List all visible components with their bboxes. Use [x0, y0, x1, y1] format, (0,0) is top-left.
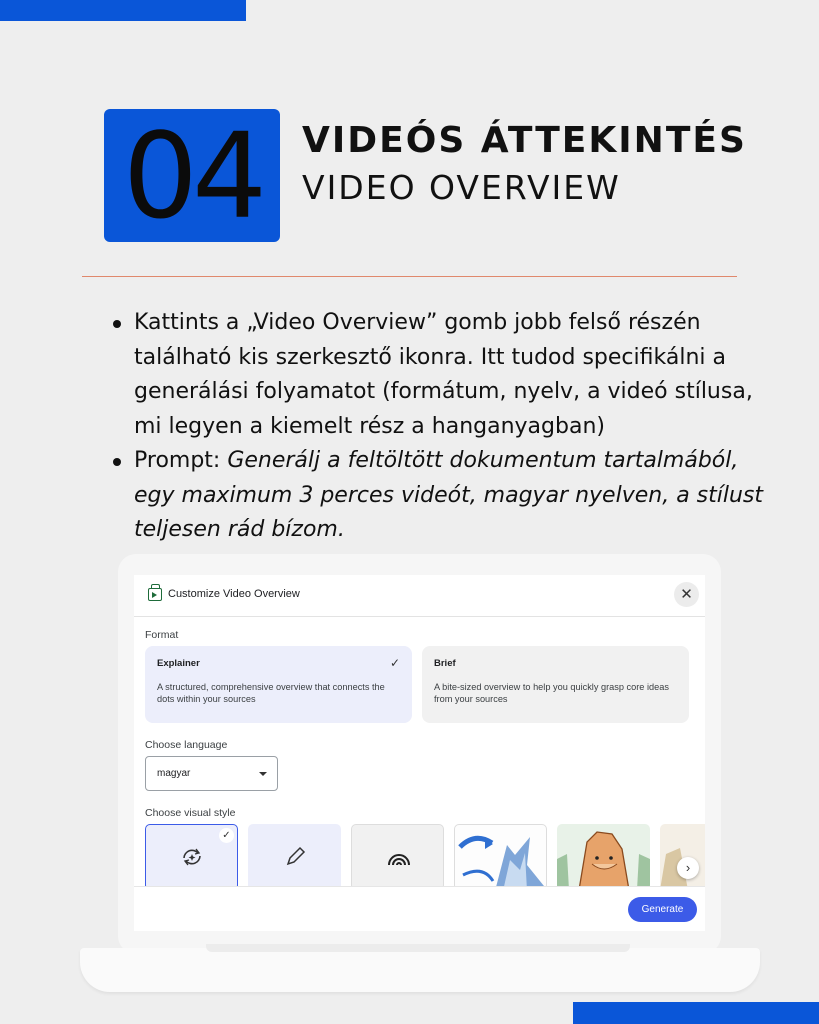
laptop-base [80, 948, 760, 992]
language-label: Choose language [145, 739, 228, 751]
laptop-notch [206, 944, 630, 952]
format-option-explainer[interactable] [145, 646, 412, 723]
custom-pencil-icon [248, 824, 341, 886]
style-auto-select[interactable] [145, 824, 238, 886]
divider-line [82, 276, 737, 277]
close-button[interactable] [674, 582, 699, 607]
title-english: VIDEO OVERVIEW [302, 168, 621, 207]
style-custom[interactable] [248, 824, 341, 886]
customize-video-dialog [134, 575, 705, 931]
format-name: Explainer [157, 658, 200, 669]
title-hungarian: VIDEÓS ÁTTEKINTÉS [302, 120, 747, 161]
illustration-paper [455, 825, 547, 886]
language-value: magyar [157, 768, 191, 779]
bottom-accent-bar [573, 1002, 819, 1024]
generate-button[interactable]: Generate [628, 897, 697, 922]
dialog-footer [134, 886, 705, 931]
prompt-label: Prompt: [134, 448, 228, 473]
style-character[interactable] [557, 824, 650, 886]
section-number-box [104, 109, 280, 242]
format-option-brief[interactable] [422, 646, 689, 723]
format-label: Format [145, 629, 179, 641]
dialog-title: Customize Video Overview [168, 588, 300, 600]
video-overview-icon [148, 588, 162, 601]
illustration-character [557, 824, 650, 886]
format-desc: A structured, comprehensive overview that connects the dots within your sources [157, 682, 385, 704]
bullet-instruction [110, 306, 770, 444]
top-accent-bar [0, 0, 246, 21]
checkmark-icon: ✓ [389, 656, 400, 670]
instruction-list [110, 306, 770, 548]
language-select[interactable] [145, 756, 278, 791]
chevron-down-icon [259, 772, 267, 776]
carousel-next-button[interactable] [677, 857, 699, 879]
bullet-prompt [110, 444, 770, 548]
visual-style-label: Choose visual style [145, 807, 236, 819]
format-desc: A bite-sized overview to help you quickly grasp core ideas from your sources [434, 682, 669, 704]
rainbow-arc-icon [352, 825, 444, 886]
style-paper[interactable] [454, 824, 547, 886]
section-number: 04 [122, 109, 262, 242]
prompt-text: Generálj a feltöltött dokumentum tartalmából, egy maximum 3 perces videót, magyar nyelven, a stílust teljesen rád bízom. [134, 448, 764, 542]
format-name: Brief [434, 658, 456, 669]
selected-check-icon: ✓ [219, 828, 234, 843]
chevron-right-icon: › [685, 860, 691, 875]
close-icon: ✕ [680, 586, 693, 603]
visual-style-carousel [145, 824, 705, 886]
bullet-instruction-text: Kattints a „Video Overview” gomb jobb felső részén található kis szerkesztő ikonra. Itt tudod specifikálni a generálási folyamatot (formátum, nyelv, a videó stílusa, mi legyen a kiemelt rész a hanganyagban) [134, 310, 753, 439]
dialog-header [134, 575, 705, 617]
style-classic[interactable] [351, 824, 444, 886]
